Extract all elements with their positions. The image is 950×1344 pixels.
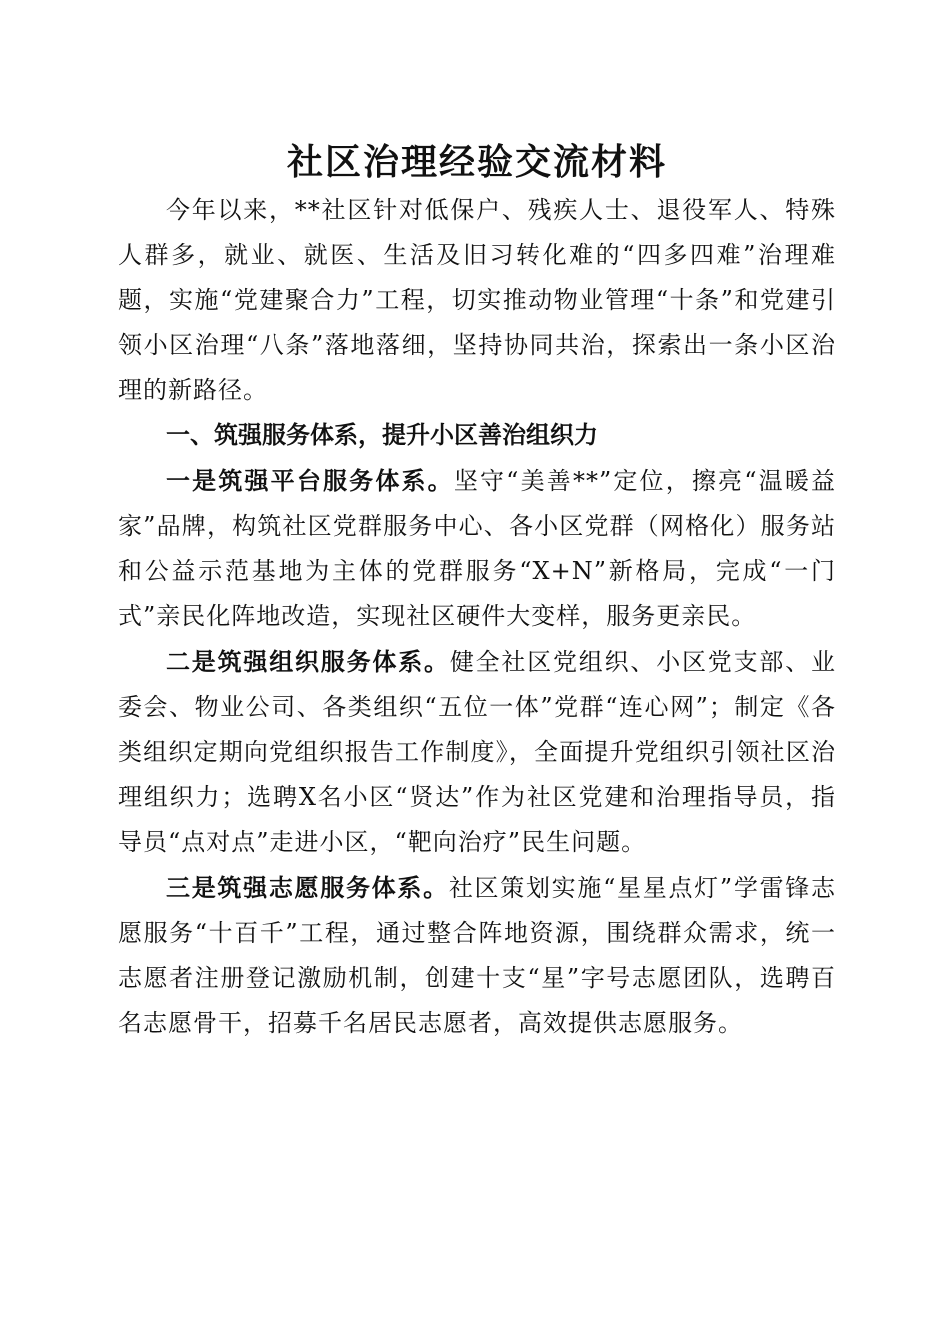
- item-lead-1: 一是筑强平台服务体系。: [166, 466, 454, 495]
- item-text-3: 社区策划实施“星星点灯”学雷锋志愿服务“十百千”工程，通过整合阵地资源，围绕群众需求，统一志愿者注册登记激励机制，创建十支“星”字号志愿团队，选聘百名志愿骨干，招募千名居民志愿者，高效提供志愿服务。: [118, 874, 836, 1037]
- item-lead-3: 三是筑强志愿服务体系。: [166, 873, 449, 902]
- intro-paragraph: 今年以来，**社区针对低保户、残疾人士、退役军人、特殊人群多，就业、就医、生活及旧习转化难的“四多四难”治理难题，实施“党建聚合力”工程，切实推动物业管理“十条”和党建引领小区治理“八条”落地落细，坚持协同共治，探索出一条小区治理的新路径。: [118, 196, 836, 404]
- item-paragraph-1: [118, 458, 836, 639]
- section-heading: 一、筑强服务体系，提升小区善治组织力: [166, 421, 598, 449]
- item-paragraph-2: [118, 639, 836, 865]
- document-title: 社区治理经验交流材料: [286, 141, 667, 183]
- document-page: [118, 140, 836, 1046]
- item-paragraph-3: [118, 865, 836, 1046]
- item-text-1: 坚守“美善**”定位，擦亮“温暖益家”品牌，构筑社区党群服务中心、各小区党群（网格化）服务站和公益示范基地为主体的党群服务“X+N”新格局，完成“一门式”亲民化阵地改造，实现社区硬件大变样，服务更亲民。: [118, 467, 836, 630]
- item-text-2: 健全社区党组织、小区党支部、业委会、物业公司、各类组织“五位一体”党群“连心网”；制定《各类组织定期向党组织报告工作制度》，全面提升党组织引领社区治理组织力；选聘X名小区“贤达”作为社区党建和治理指导员，指导员“点对点”走进小区，“靶向治疗”民生问题。: [118, 648, 837, 856]
- item-lead-2: 二是筑强组织服务体系。: [166, 647, 450, 676]
